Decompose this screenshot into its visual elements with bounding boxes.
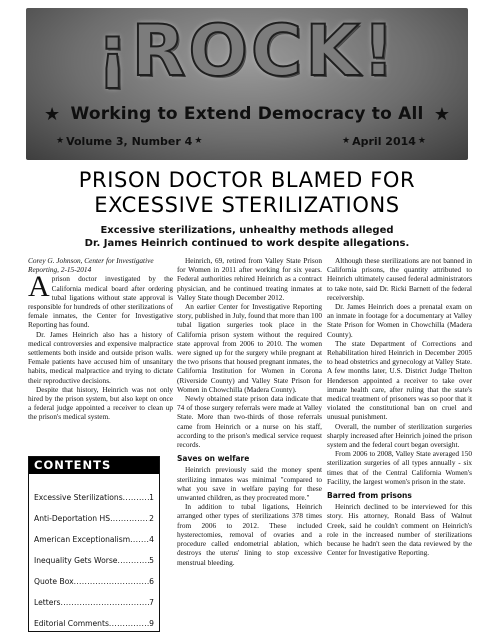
paragraph: Newly obtained state prison data indicate that 74 of those surgery referrals were made at Valley State. More than two-thirds of those referrals came from Heinrich or a nurse on his staff, according to the prison's medical service request records. [177, 394, 322, 450]
paragraph: An earlier Center for Investigative Reporting story, published in July, found that more than 100 tubal ligation surgeries took place in the California prison system without the required state approval from 2006 to 2010. The women were signed up for the surgery while pregnant at the two prisons that housed pregnant inmates, the California Institution for Women in Corona (Riverside County) and Valley State Prison for Women in Chowchilla (Madera County). [177, 302, 322, 394]
contents-item[interactable] [34, 628, 154, 639]
paragraph: Despite that history, Heinrich was not only hired by the prison system, but also kept on once a federal judge appointed a receiver to clean up the prison's medical system. [28, 384, 173, 422]
paragraph: Dr. James Heinrich does a prenatal exam on an inmate in footage for a documentary at Valley State Prison for Women in Chowchilla (Madera County). [327, 302, 472, 339]
byline-line-2: Reporting, 2-15-2014 [28, 265, 92, 275]
article-headline: PRISON DOCTOR BLAMED FOR EXCESSIVE STERILIZATIONS [78, 168, 416, 217]
paragraph: Heinrich declined to be interviewed for this story. His attorney, Ronald Bass of Walnut Creek, said he couldn't comment on Heinrich's role in the increased number of sterilizations because he hadn't seen the data reviewed by the Center for Investigative Reporting. [327, 502, 472, 558]
paragraph: In addition to tubal ligations, Heinrich arranged other types of sterilizations 378 times from 2006 to 2012. These included hysterectomies, removal of ovaries and a procedure called endometrial ablation, which destroys the uterus' lining to stop excessive menstrual bleeding. [177, 502, 322, 567]
paragraph: Heinrich, 69, retired from Valley State Prison for Women in 2011 after working for six years. Federal authorities rehired Heinrich as a contract physician, and he continued treating inmates at Valley State though December 2012. [177, 256, 322, 302]
contents-item[interactable]: Editorial Comments ..... 9 [34, 607, 154, 628]
volume-info [56, 132, 202, 150]
masthead [26, 8, 468, 160]
contents-box [28, 456, 160, 632]
paragraph: Overall, the number of sterilization surgeries sharply increased after Heinrich joined the prison system and the federal court began oversight. [327, 421, 472, 450]
paragraph: Aprison doctor investigated by the California medical board after ordering tubal ligations without state approval is responsible for hundreds of other sterilizations of female inmates, the Center for Investigative Reporting has found. [28, 270, 173, 330]
masthead-title: ¡ROCK! [96, 10, 398, 92]
contents-item[interactable]: Anti-Deportation HS ..... 2 [34, 502, 154, 523]
contents-item[interactable]: American Exceptionalism ..... 4 [34, 523, 154, 544]
subhead-line-1: Excessive sterilizations, unhealthy methods alleged [100, 225, 394, 236]
byline [28, 256, 173, 274]
tagline: Working to Extend Democracy to All [70, 104, 424, 124]
paragraph: Dr. James Heinrich also has a history of medical controversies and expensive malpractice settlements both inside and outside prison walls. Female patients have accused him of unsanitary habits, medical malpractice and trying to dictate their reproductive decisions. [28, 329, 173, 385]
contents-item[interactable]: Inequality Gets Worse ..... 5 [34, 544, 154, 565]
subhead-line-2: Dr. James Heinrich continued to work despite allegations. [84, 238, 410, 249]
section-heading: Saves on welfare [177, 454, 250, 464]
star-icon: ★ [342, 136, 351, 146]
section-heading: Barred from prisons [327, 491, 412, 501]
paragraph: Although these sterilizations are not banned in California prisons, the quantity attributed to Heinrich ultimately caused federal administrators to take note, said Dr. Ricki Barnett of the federal receivership. [327, 256, 472, 302]
article-subhead [20, 224, 474, 250]
contents-item[interactable]: Quote Box ..... 6 [34, 565, 154, 586]
date-info [342, 132, 426, 150]
article-column-3 [327, 256, 472, 558]
article-column-2 [177, 256, 322, 567]
paragraph: The state Department of Corrections and Rehabilitation hired Heinrich in December 2005 to head obstetrics and gynecology at Valley State. A few months later, U.S. District Judge Thelton Henderson appointed a receiver to take over inmate health care, after ruling that the state's medical treatment of prisoners was so poor that it violated the constitutional ban on cruel and unusual punishment. [327, 338, 472, 422]
issue-row [26, 132, 468, 150]
star-icon: ★ [44, 103, 61, 125]
contents-heading: CONTENTS [29, 457, 159, 474]
contents-item[interactable]: Letters ..... 7 [34, 586, 154, 607]
issue-date: April 2014 [352, 134, 416, 148]
tagline-row [26, 101, 468, 127]
article-column-1 [28, 256, 173, 422]
star-icon: ★ [433, 103, 450, 125]
byline-line-1: Corey G. Johnson, Center for Investigative [28, 256, 154, 265]
paragraph: Heinrich previously said the money spent sterilizing inmates was minimal "compared to what you save in welfare paying for these unwanted children, as they procreated more." [177, 465, 322, 503]
star-icon: ★ [194, 136, 203, 146]
star-icon: ★ [417, 136, 426, 146]
drop-cap: A [28, 270, 50, 304]
contents-list [29, 474, 159, 639]
paragraph: From 2006 to 2008, Valley State averaged 150 sterilization surgeries of all types annually - six times that of the Central California Women's Facility, the largest women's prison in the state. [327, 449, 472, 486]
star-icon: ★ [56, 136, 65, 146]
volume-label: Volume 3, Number 4 [66, 134, 193, 148]
contents-item[interactable]: Excessive Sterilizations ..... 1 [34, 481, 154, 502]
